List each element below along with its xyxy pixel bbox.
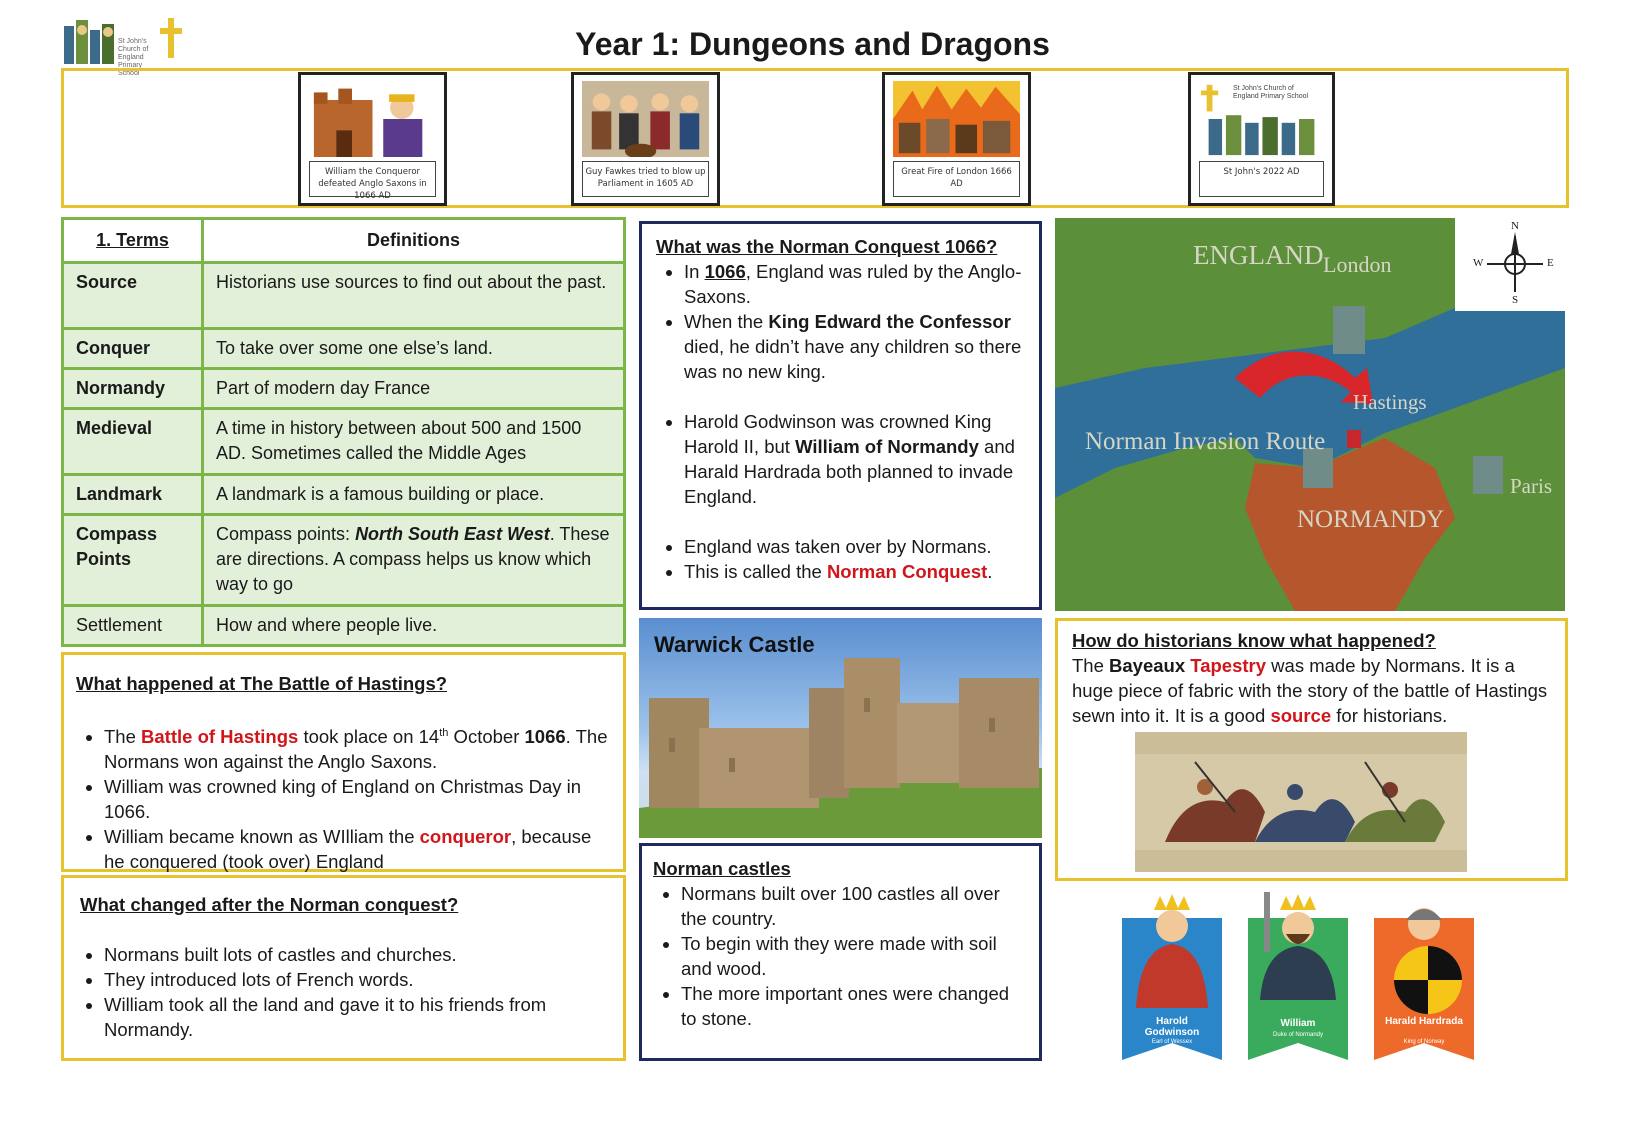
map-label-england: ENGLAND — [1193, 240, 1324, 270]
page-title: Year 1: Dungeons and Dragons — [575, 26, 1050, 62]
term-cell: Medieval — [63, 409, 203, 474]
timeline-card-st-johns — [1188, 72, 1335, 206]
compass-rose — [1455, 218, 1565, 311]
warwick-castle-label: Warwick Castle — [654, 632, 815, 657]
timeline-logo-text: St John's Church of England Primary School — [1233, 85, 1309, 100]
compass-w: W — [1473, 257, 1484, 269]
norman-castles-box — [639, 843, 1042, 1061]
king-sub-harold: Earl of Wessex — [1151, 1039, 1193, 1045]
historians-heading: How do historians know what happened? — [1072, 630, 1436, 651]
harold-figure — [1136, 894, 1208, 1008]
terms-table — [61, 217, 626, 647]
term-cell: Compass Points — [63, 515, 203, 606]
king-sub-hardrada: King of Norway — [1403, 1039, 1445, 1045]
timeline-caption: Great Fire of London 1666 AD — [893, 161, 1020, 197]
definition-cell: A time in history between about 500 and 1500 AD. Sometimes called the Middle Ages — [203, 409, 625, 474]
king-name-hardrada: Harald Hardrada — [1385, 1016, 1463, 1027]
hardrada-figure — [1394, 908, 1462, 1014]
list-item: • Normans built over 100 castles all over the country. — [681, 881, 1027, 931]
terms-header-definition: Definitions — [203, 219, 625, 263]
timeline-caption: William the Conqueror defeated Anglo Saxons in 1066 AD — [309, 161, 436, 197]
list-item: • The more important ones were changed to stone. — [681, 981, 1027, 1031]
definition-cell: Historians use sources to find out about the past. — [203, 263, 625, 328]
list-item: • In 1066, England was ruled by the Anglo-Saxons. — [684, 259, 1025, 309]
list-item: • To begin with they were made with soil and wood. — [681, 931, 1027, 981]
timeline-caption: Guy Fawkes tried to blow up Parliament in 1605 AD — [582, 161, 709, 197]
list-item: • William took all the land and gave it to his friends from Normandy. — [104, 992, 611, 1042]
definition-cell: To take over some one else’s land. — [203, 328, 625, 368]
definition-cell: A landmark is a famous building or place. — [203, 474, 625, 514]
map-label-london: London — [1323, 252, 1392, 277]
term-cell: Landmark — [63, 474, 203, 514]
conquest-list — [656, 534, 1025, 584]
timeline-caption: St John's 2022 AD — [1199, 161, 1324, 197]
list-item: • William became known as WIlliam the conqueror, because he conquered (took over) England — [104, 824, 611, 874]
changed-list — [76, 942, 611, 1042]
castles-heading: Norman castles — [653, 858, 791, 879]
conquest-list — [656, 409, 1025, 509]
bayeux-tapestry-image — [1135, 732, 1467, 872]
map-label-normandy: NORMANDY — [1297, 506, 1445, 533]
compass-n: N — [1511, 220, 1519, 232]
list-item: • William was crowned king of England on Christmas Day in 1066. — [104, 774, 611, 824]
timeline-card-great-fire — [882, 72, 1031, 206]
castles-list — [653, 881, 1027, 1031]
term-cell: Settlement — [63, 605, 203, 645]
kings-illustration — [1110, 888, 1505, 1063]
timeline-card-william — [298, 72, 447, 206]
list-item: • The Battle of Hastings took place on 14th October 1066. The Normans won against the Anglo Saxons. — [104, 721, 611, 774]
battle-of-hastings-box — [61, 652, 626, 872]
term-cell: Conquer — [63, 328, 203, 368]
norman-conquest-box — [639, 221, 1042, 610]
school-logo — [62, 16, 192, 77]
conquest-list — [656, 259, 1025, 384]
timeline-strip — [61, 68, 1569, 208]
what-changed-box — [61, 875, 626, 1061]
term-cell: Source — [63, 263, 203, 328]
definition-cell: How and where people live. — [203, 605, 625, 645]
definition-cell: Part of modern day France — [203, 369, 625, 409]
list-item: • They introduced lots of French words. — [104, 967, 611, 992]
changed-heading: What changed after the Norman conquest? — [80, 894, 459, 915]
school-logo-text: St John's Church of England Primary School — [118, 38, 149, 77]
list-item: • Normans built lots of castles and churches. — [104, 942, 611, 967]
king-sub-william: Duke of Normandy — [1272, 1032, 1324, 1038]
terms-header-term: 1. Terms — [63, 219, 203, 263]
compass-e: E — [1547, 257, 1554, 269]
list-item: • This is called the Norman Conquest. — [684, 559, 1025, 584]
list-item: • England was taken over by Normans. — [684, 534, 1025, 559]
battle-list — [76, 721, 611, 874]
list-item: • Harold Godwinson was crowned King Harold II, but William of Normandy and Harald Hardrada both planned to invade England. — [684, 409, 1025, 509]
battle-heading: What happened at The Battle of Hastings? — [76, 673, 448, 694]
conquest-heading: What was the Norman Conquest 1066? — [656, 236, 998, 257]
warwick-castle-photo — [639, 618, 1042, 838]
map-label-route: Norman Invasion Route — [1085, 428, 1326, 455]
list-item: • When the King Edward the Confessor died, he didn’t have any children so there was no new king. — [684, 309, 1025, 384]
king-name-harold: Harold Godwinson — [1144, 1016, 1200, 1038]
terms-table-wrap — [61, 217, 626, 647]
timeline-card-guy-fawkes — [571, 72, 720, 206]
historians-text: The Bayeaux Tapestry was made by Normans. It is a huge piece of fabric with the story of the battle of Hastings sewn into it. It is a good source for historians. — [1072, 655, 1548, 726]
king-name-william: William — [1280, 1018, 1316, 1029]
william-figure — [1260, 892, 1336, 1000]
map-label-paris: Paris — [1510, 474, 1552, 498]
compass-s: S — [1512, 294, 1519, 306]
definition-cell: Compass points: North South East West. These are directions. A compass helps us know which way to go — [203, 515, 625, 606]
compass-points-emphasis: North South East West — [355, 524, 550, 545]
map-label-hastings: Hastings — [1353, 390, 1427, 414]
norman-invasion-map — [1055, 218, 1565, 611]
term-cell: Normandy — [63, 369, 203, 409]
